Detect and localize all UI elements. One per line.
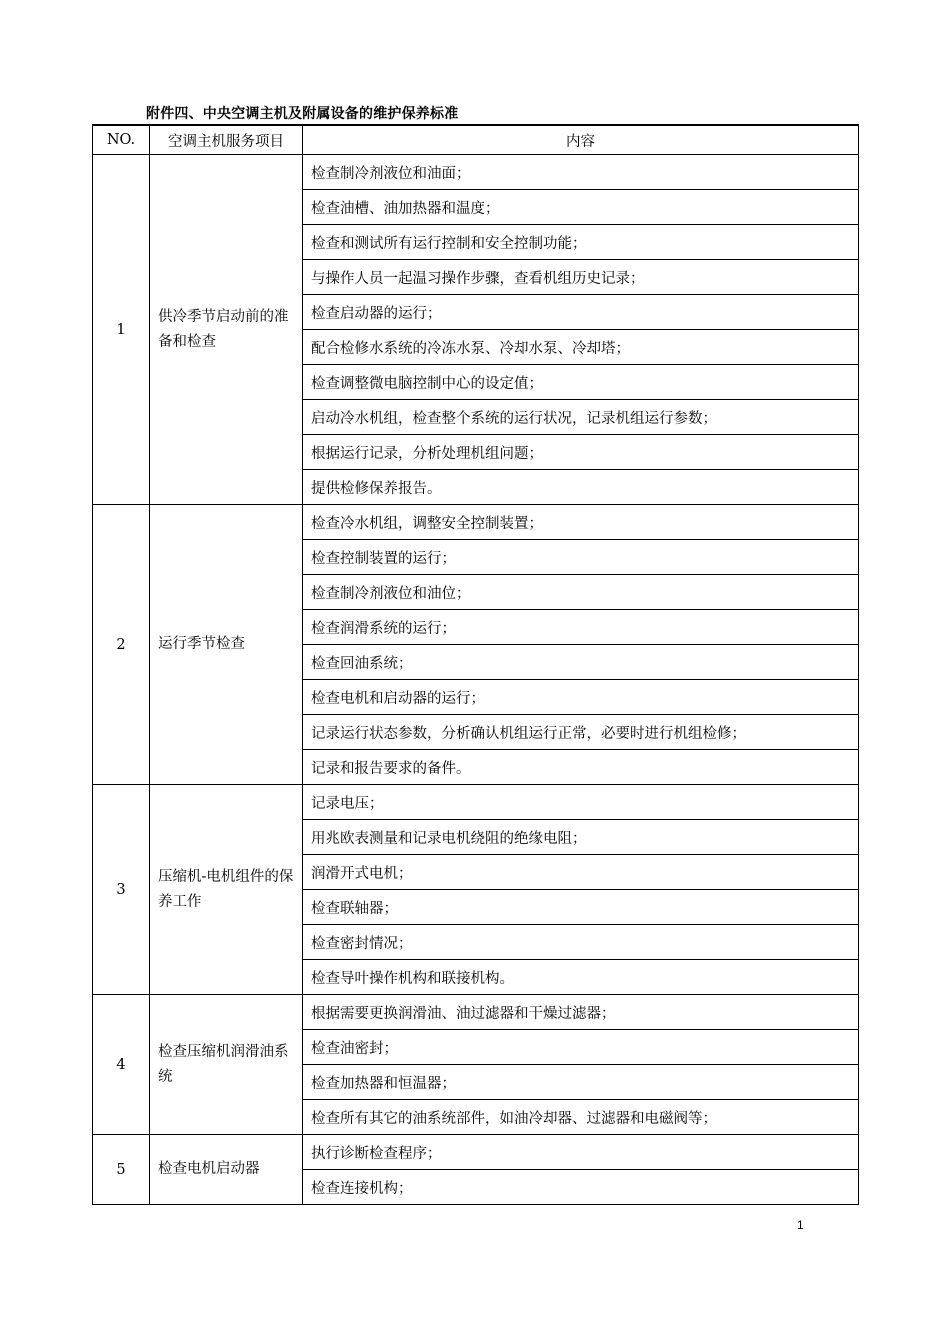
section-number: 4 (93, 995, 150, 1135)
content-item: 提供检修保养报告。 (303, 470, 859, 505)
content-item: 检查制冷剂液位和油面； (303, 155, 859, 190)
page-number: 1 (797, 1218, 804, 1232)
section-number: 5 (93, 1135, 150, 1205)
table-row (93, 155, 859, 190)
service-item: 检查电机启动器 (150, 1135, 303, 1205)
content-item: 检查控制装置的运行； (303, 540, 859, 575)
content-item: 记录运行状态参数，分析确认机组运行正常，必要时进行机组检修； (303, 715, 859, 750)
content-item: 执行诊断检查程序； (303, 1135, 859, 1170)
content-item: 记录电压； (303, 785, 859, 820)
table-row (93, 995, 859, 1030)
content-item: 检查加热器和恒温器； (303, 1065, 859, 1100)
content-item: 检查联轴器； (303, 890, 859, 925)
table-body (93, 155, 859, 1205)
content-item: 检查所有其它的油系统部件，如油冷却器、过滤器和电磁阀等； (303, 1100, 859, 1135)
service-item: 供冷季节启动前的准备和检查 (150, 155, 303, 505)
document-title: 附件四、中央空调主机及附属设备的维护保养标准 (146, 106, 459, 122)
content-item: 记录和报告要求的备件。 (303, 750, 859, 785)
content-item: 检查润滑系统的运行； (303, 610, 859, 645)
content-item: 检查冷水机组，调整安全控制装置； (303, 505, 859, 540)
content-item: 检查调整微电脑控制中心的设定值； (303, 365, 859, 400)
table-row (93, 785, 859, 820)
content-item: 检查密封情况； (303, 925, 859, 960)
content-item: 检查和测试所有运行控制和安全控制功能； (303, 225, 859, 260)
service-item: 运行季节检查 (150, 505, 303, 785)
content-item: 检查回油系统； (303, 645, 859, 680)
service-item: 检查压缩机润滑油系统 (150, 995, 303, 1135)
content-item: 启动冷水机组，检查整个系统的运行状况，记录机组运行参数； (303, 400, 859, 435)
content-item: 检查导叶操作机构和联接机构。 (303, 960, 859, 995)
content-item: 根据运行记录，分析处理机组问题； (303, 435, 859, 470)
table-row (93, 505, 859, 540)
header-no: NO. (93, 125, 150, 155)
table-row (93, 1135, 859, 1170)
content-item: 检查油槽、油加热器和温度； (303, 190, 859, 225)
service-item: 压缩机-电机组件的保养工作 (150, 785, 303, 995)
maintenance-standard-table (92, 124, 859, 1205)
content-item: 根据需要更换润滑油、油过滤器和干燥过滤器； (303, 995, 859, 1030)
content-item: 检查电机和启动器的运行； (303, 680, 859, 715)
section-number: 3 (93, 785, 150, 995)
table-header-row (93, 125, 859, 155)
content-item: 检查启动器的运行； (303, 295, 859, 330)
section-number: 1 (93, 155, 150, 505)
header-item: 空调主机服务项目 (150, 125, 303, 155)
content-item: 与操作人员一起温习操作步骤，查看机组历史记录； (303, 260, 859, 295)
content-item: 润滑开式电机； (303, 855, 859, 890)
section-number: 2 (93, 505, 150, 785)
content-item: 配合检修水系统的冷冻水泵、冷却水泵、冷却塔； (303, 330, 859, 365)
content-item: 检查油密封； (303, 1030, 859, 1065)
content-item: 检查制冷剂液位和油位； (303, 575, 859, 610)
content-item: 用兆欧表测量和记录电机绕阻的绝缘电阻； (303, 820, 859, 855)
content-item: 检查连接机构； (303, 1170, 859, 1205)
header-content: 内容 (303, 125, 859, 155)
